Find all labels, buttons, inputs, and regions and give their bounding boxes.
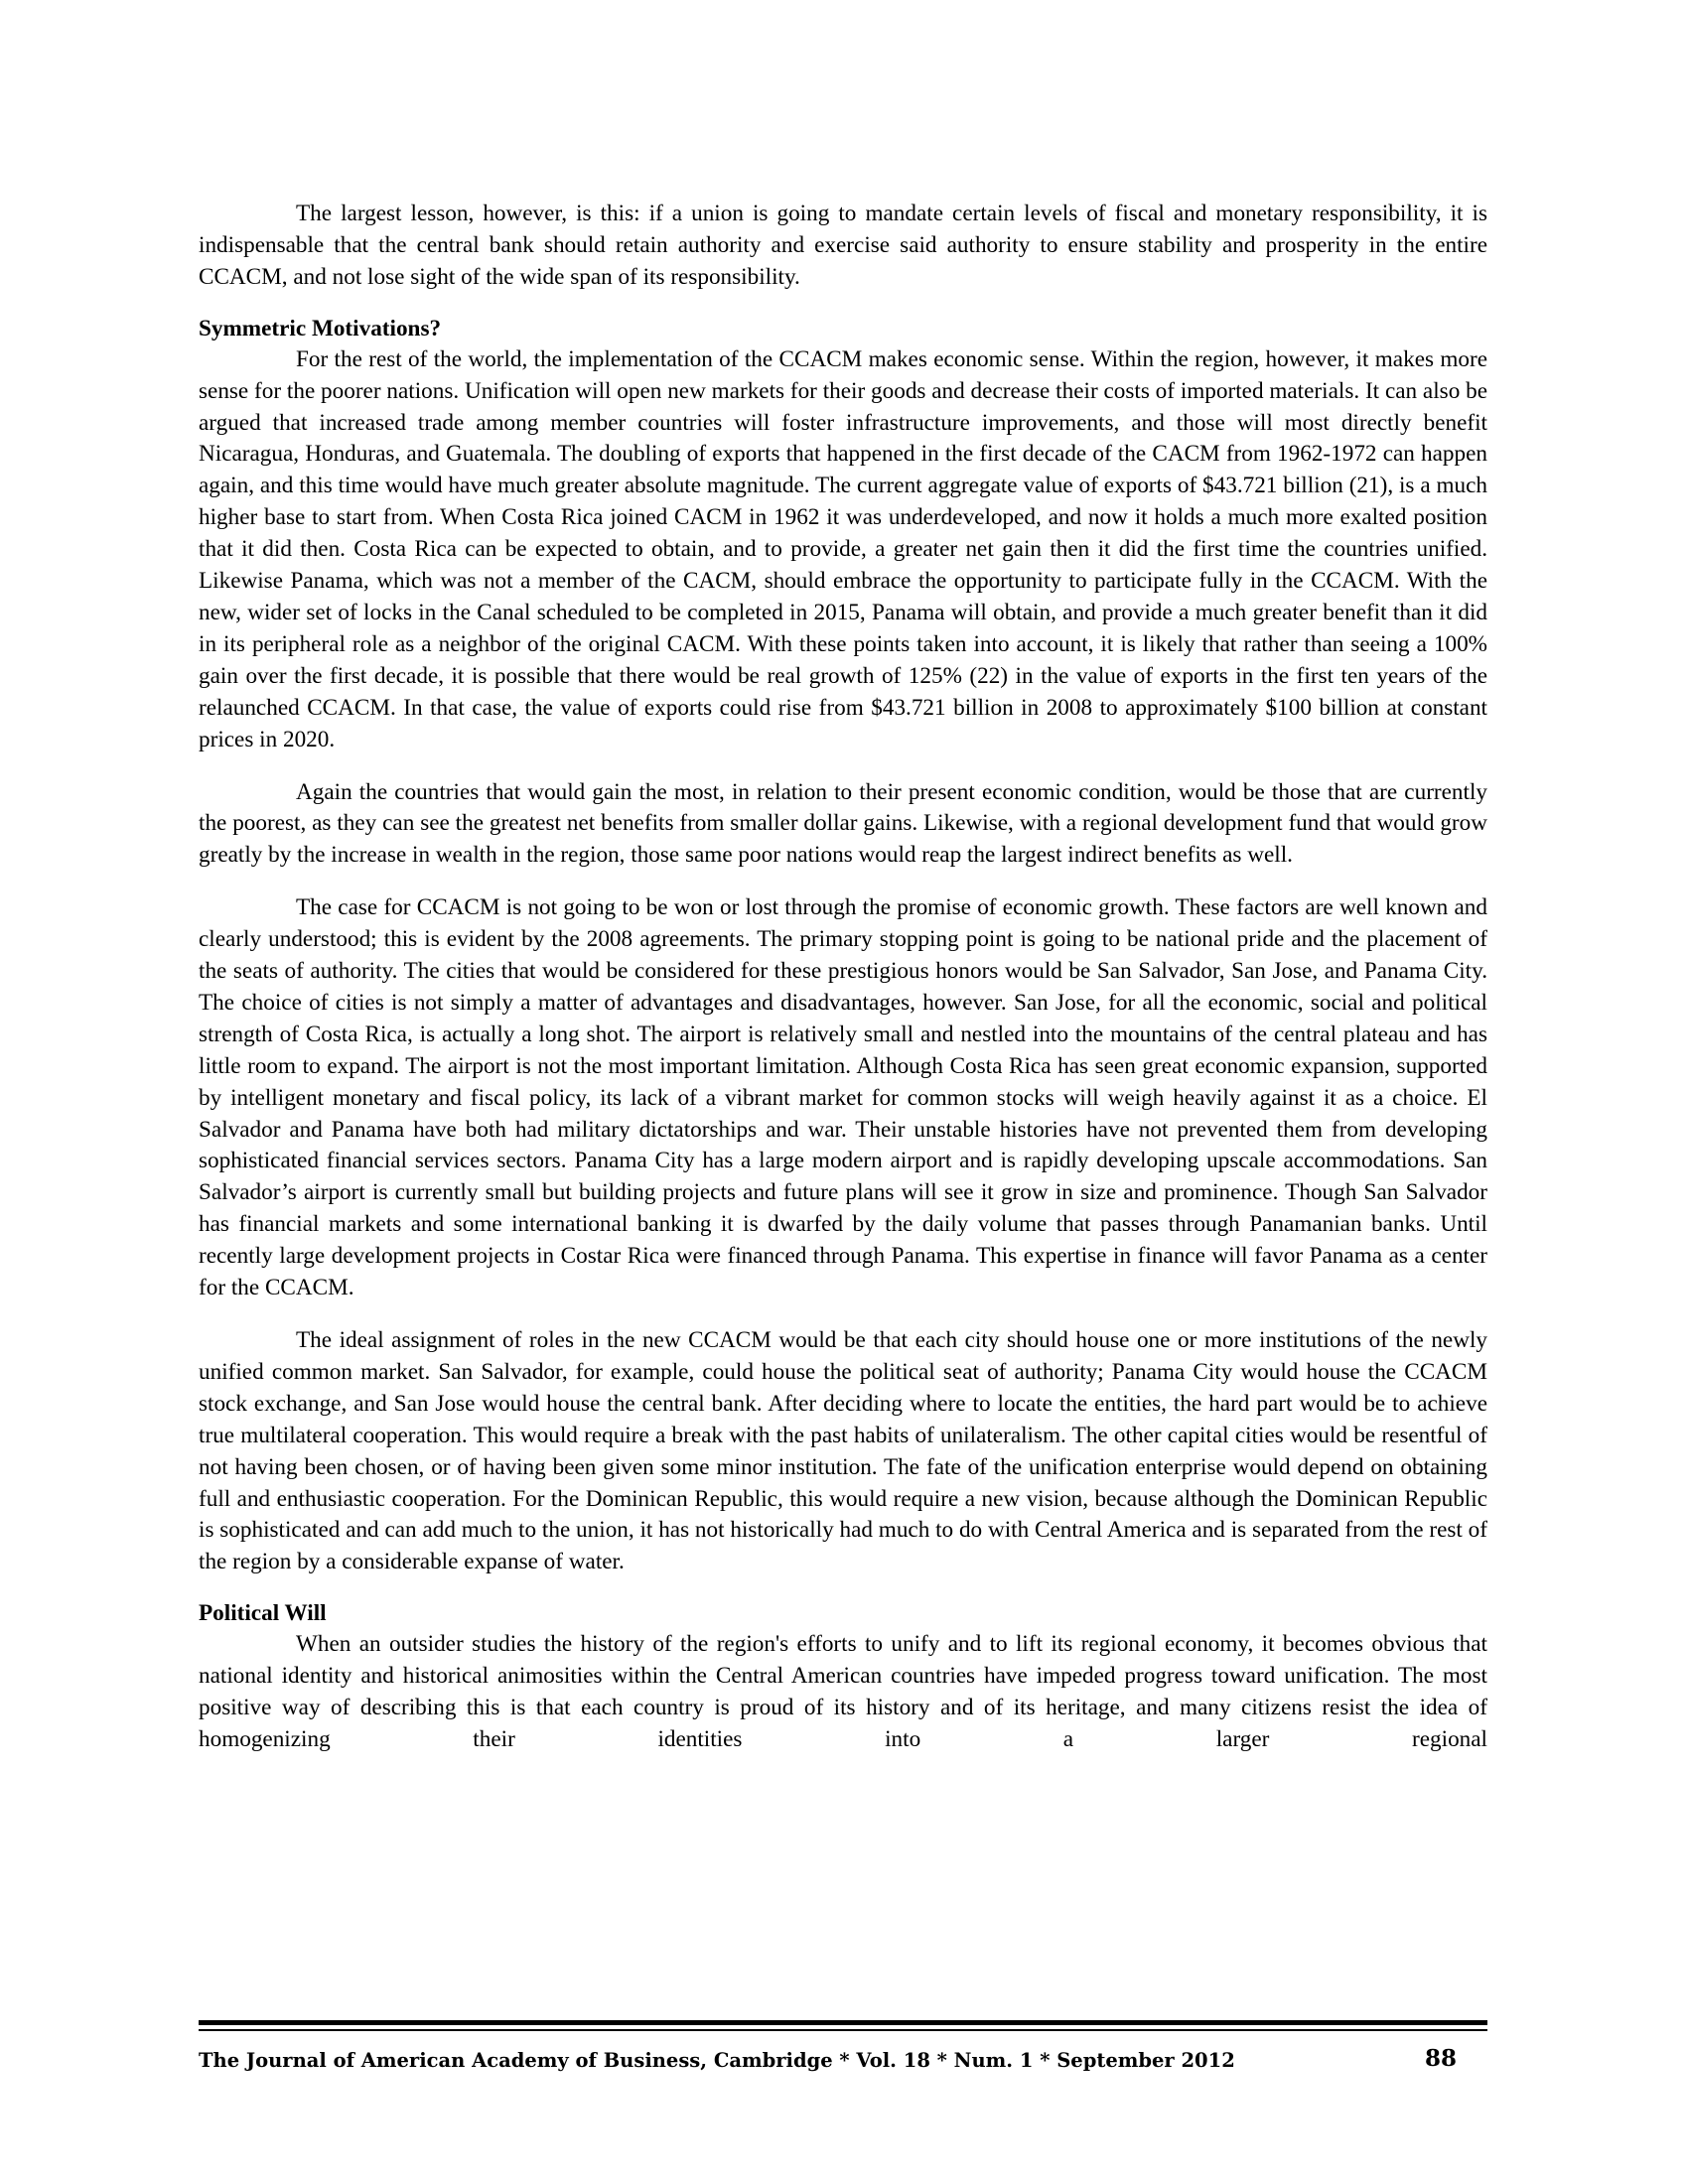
paragraph-intro: The largest lesson, however, is this: if a union is going to mandate certain levels of fiscal and monetary responsibility, it is indispensable that the central bank should retain authority and exercise said authority to ensure stability and prosperity in the entire CCACM, and not lose sight of the wide span of its responsibility. [199, 201, 1487, 290]
paragraph-symmetric-4: The ideal assignment of roles in the new CCACM would be that each city should house one or more institutions of the newly unified common market. San Salvador, for example, could house the political seat of authority; Panama City would house the CCACM stock exchange, and San Jose would house the central bank. After deciding where to locate the entities, the hard part would be to achieve true multilateral cooperation. This would require a break with the past habits of unilateralism. The other capital cities would be resentful of not having been chosen, or of having been given some minor institution. The fate of the unification enterprise would depend on obtaining full and enthusiastic cooperation. For the Dominican Republic, this would require a new vision, because although the Dominican Republic is sophisticated and can add much to the union, it has not historically had much to do with Central America and is separated from the rest of the region by a considerable expanse of water. [199, 1327, 1487, 1575]
footer-rule-thick [199, 2020, 1487, 2025]
page-body [199, 199, 1487, 1756]
paragraph-political-1: When an outsider studies the history of the region's efforts to unify and to lift its regional economy, it becomes obvious that national identity and historical animosities within the Central American countries have impeded progress toward unification. The most positive way of describing this is that each country is proud of its history and of its heritage, and many citizens resist the idea of homogenizing their identities into a larger regional [199, 1631, 1487, 1752]
footer-rule-thin [199, 2029, 1487, 2031]
section-heading-political-will: Political Will [199, 1600, 327, 1627]
paragraph-symmetric-2: Again the countries that would gain the most, in relation to their present economic condition, would be those that are currently the poorest, as they can see the greatest net benefits from smaller dollar gains. Likewise, with a regional development fund that would grow greatly by the increase in wealth in the region, those same poor nations would reap the largest indirect benefits as well. [199, 778, 1487, 869]
paragraph-symmetric-1: For the rest of the world, the implementation of the CCACM makes economic sense. Within the region, however, it makes more sense for the poorer nations. Unification will open new markets for their goods and decrease their costs of imported materials. It can also be argued that increased trade among member countries will foster infrastructure improvements, and those will most directly benefit Nicaragua, Honduras, and Guatemala. The doubling of exports that happened in the first decade of the CACM from 1962-1972 can happen again, and this time would have much greater absolute magnitude. The current aggregate value of exports of $43.721 billion (21), is a much higher base to start from. When Costa Rica joined CACM in 1962 it was underdeveloped, and now it holds a much more exalted position that it did then. Costa Rica can be expected to obtain, and to provide, a greater net gain then it did the first time the countries unified. Likewise Panama, which was not a member of the CACM, should embrace the opportunity to participate fully in the CCACM. With the new, wider set of locks in the Canal scheduled to be completed in 2015, Panama will obtain, and provide a much greater benefit than it did in its peripheral role as a neighbor of the original CACM. With these points taken into account, it is likely that rather than seeing a 100% gain over the first decade, it is possible that there would be real growth of 125% (22) in the value of exports in the first ten years of the relaunched CCACM. In that case, the value of exports could rise from $43.721 billion in 2008 to approximately $100 billion at constant prices in 2020. [199, 345, 1487, 752]
paragraph-symmetric-3: The case for CCACM is not going to be won or lost through the promise of economic growth. These factors are well known and clearly understood; this is evident by the 2008 agreements. The primary stopping point is going to be national pride and the placement of the seats of authority. The cities that would be considered for these prestigious honors would be San Salvador, San Jose, and Panama City. The choice of cities is not simply a matter of advantages and disadvantages, however. San Jose, for all the economic, social and political strength of Costa Rica, is actually a long shot. The airport is relatively small and nestled into the mountains of the central plateau and has little room to expand. The airport is not the most important limitation. Although Costa Rica has seen great economic expansion, supported by intelligent monetary and fiscal policy, its lack of a vibrant market for common stocks will weigh heavily against it as a choice. El Salvador and Panama have both had military dictatorships and war. Their unstable histories have not prevented them from developing sophisticated financial services sectors. Panama City has a large modern airport and is rapidly developing upscale accommodations. San Salvador’s airport is currently small but building projects and future plans will see it grow in size and prominence. Though San Salvador has financial markets and some international banking it is dwarfed by the daily volume that passes through Panamanian banks. Until recently large development projects in Costar Rica were financed through Panama. This expertise in finance will favor Panama as a center for the CCACM. [199, 894, 1487, 1301]
footer-journal-citation: The Journal of American Academy of Business, Cambridge * Vol. 18 * Num. 1 * September 2012 [199, 2049, 1235, 2072]
page-number: 88 [1425, 2045, 1458, 2072]
section-heading-symmetric-motivations: Symmetric Motivations? [199, 315, 442, 341]
